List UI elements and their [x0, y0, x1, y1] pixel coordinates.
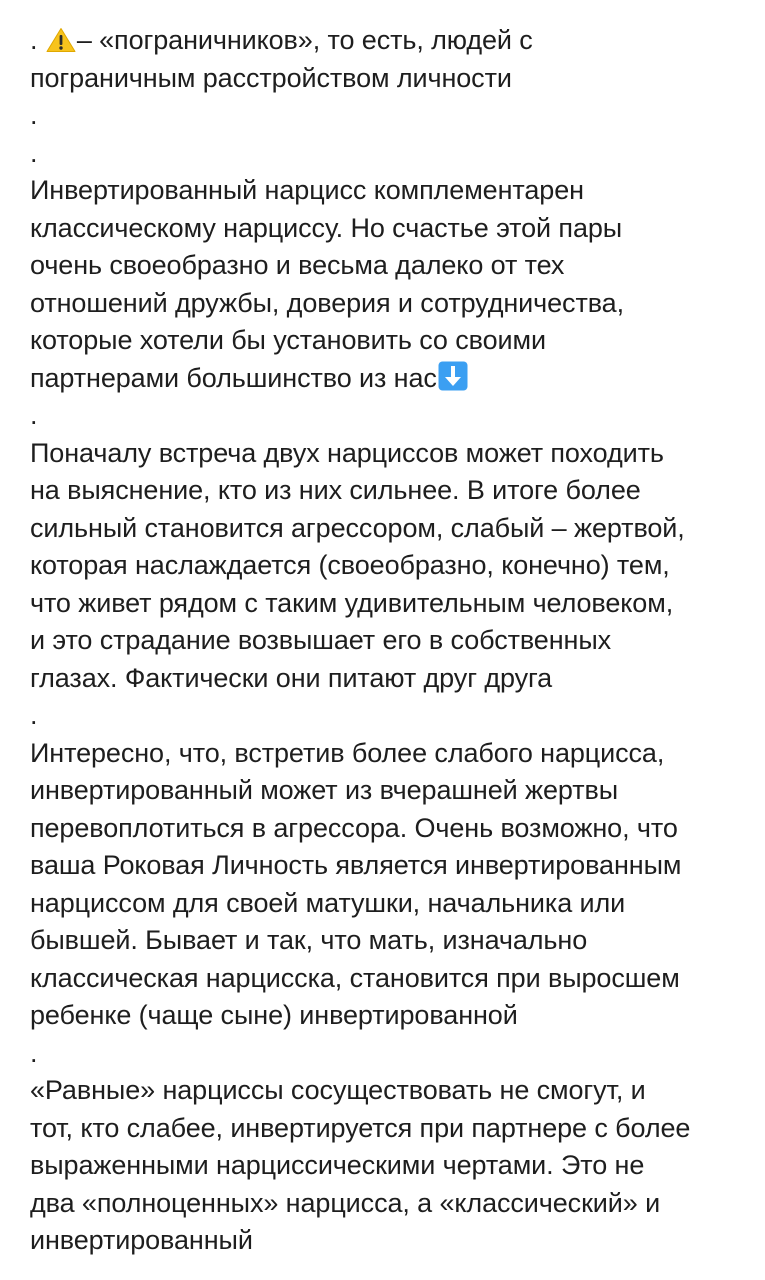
text-line: Поначалу встреча двух нарциссов может походить [30, 437, 664, 468]
warning-icon [46, 26, 76, 64]
down-arrow-icon [438, 361, 468, 402]
text-line: бывшей. Бывает и так, что мать, изначально [30, 925, 588, 955]
text-line: выраженными нарциссическими чертами. Это не [30, 1150, 645, 1180]
dot-separator: . [30, 700, 38, 730]
text-line: инвертированный может из вчерашней жертвы [30, 775, 619, 805]
text-fragment: партнерами большинство из нас [30, 362, 437, 393]
text-line: тот, кто слабее, инвертируется при партнере с более [30, 1112, 691, 1143]
text-line: инвертированный [30, 1225, 253, 1255]
dot-separator: . [30, 400, 38, 430]
text-line: «Равные» нарциссы сосуществовать не смогут, и [30, 1075, 646, 1105]
text-line: сильный становится агрессором, слабый – жертвой, [30, 512, 685, 543]
text-line: ребенке (чаще сыне) инвертированной [30, 1000, 518, 1030]
dot-separator: . [30, 1037, 38, 1068]
text-line: нарциссом для своей матушки, начальника или [30, 887, 626, 918]
dot-separator: . [30, 137, 38, 168]
text-line: что живет рядом с таким удивительным человеком, [30, 587, 674, 618]
text-line: отношений дружбы, доверия и сотрудничества, [30, 287, 624, 318]
text-line: которые хотели бы установить со своими [30, 325, 546, 355]
text-line: Интересно, что, встретив более слабого нарцисса, [30, 737, 665, 768]
text-line: перевоплотиться в агрессора. Очень возможно, что [30, 812, 678, 843]
text-line [30, 22, 735, 60]
text-line: Инвертированный нарцисс комплементарен [30, 175, 584, 205]
text-fragment: – «пограничников», то есть, людей с [76, 25, 533, 55]
text-line: глазах. Фактически они питают друг друга [30, 662, 553, 693]
text-line: классическому нарциссу. Но счастье этой пары [30, 212, 623, 243]
text-line: на выяснение, кто из них сильнее. В итоге более [30, 475, 641, 505]
text-line: классическая нарцисска, становится при выросшем [30, 962, 680, 993]
text-line: и это страдание возвышает его в собственных [30, 625, 612, 655]
text-fragment: . [30, 25, 45, 55]
text-line: которая наслаждается (своеобразно, конечно) тем, [30, 550, 670, 580]
text-line [30, 360, 735, 398]
text-line: два «полноценных» нарцисса, а «классический» и [30, 1187, 661, 1218]
text-line: ваша Роковая Личность является инвертированным [30, 850, 682, 880]
text-line: очень своеобразно и весьма далеко от тех [30, 250, 565, 280]
text-line: пограничным расстройством личности [30, 62, 512, 93]
dot-separator: . [30, 100, 38, 130]
